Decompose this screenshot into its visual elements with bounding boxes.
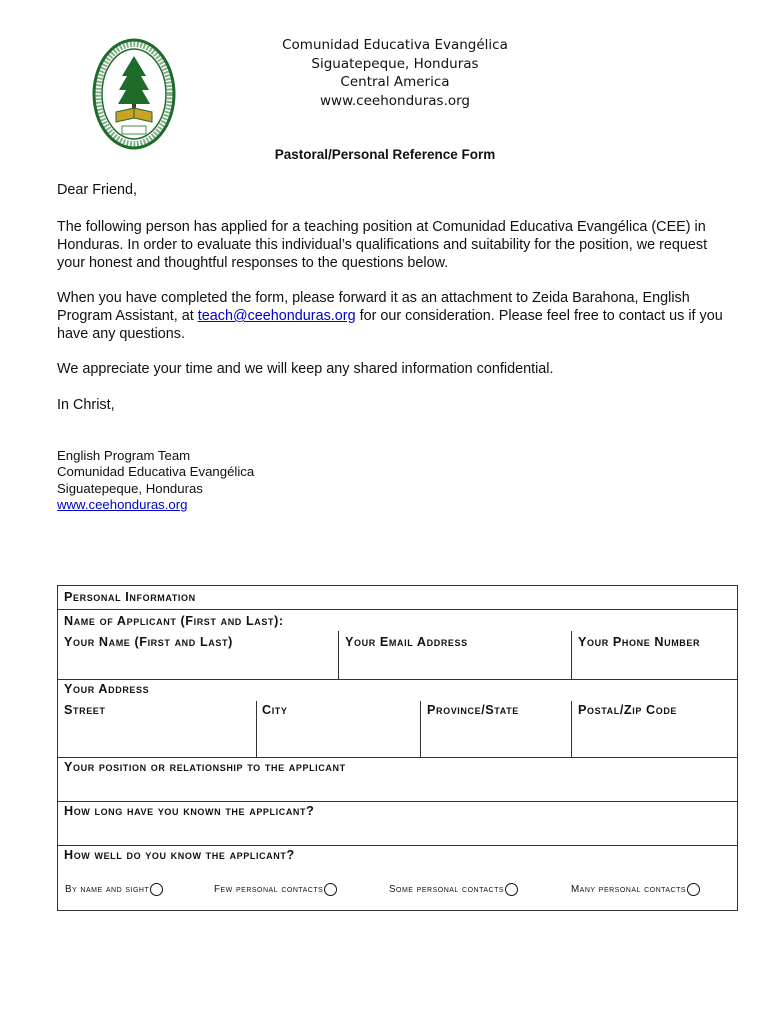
- how-well-known-label: How well do you know the applicant?: [64, 848, 295, 862]
- school-header: [230, 36, 560, 110]
- option-label: Few personal contacts: [214, 884, 324, 895]
- form-title: Pastoral/Personal Reference Form: [274, 147, 496, 162]
- letter-closing: In Christ,: [57, 397, 115, 413]
- school-seal-logo: [92, 38, 176, 150]
- postal-code-label: Postal/Zip Code: [578, 703, 678, 717]
- school-region: Central America: [340, 74, 450, 90]
- signature-city: Siguatepeque, Honduras: [57, 480, 203, 496]
- radio-circle-icon[interactable]: [687, 883, 700, 896]
- your-phone-label: Your Phone Number: [578, 635, 701, 649]
- school-name: Comunidad Educativa Evangélica: [282, 37, 508, 53]
- personal-information-heading: Personal Information: [64, 590, 196, 604]
- signature-block: [57, 448, 254, 514]
- letter-paragraph-3: We appreciate your time and we will keep any shared information confidential.: [57, 361, 554, 377]
- signature-team: English Program Team: [57, 448, 191, 463]
- radio-circle-icon[interactable]: [150, 883, 163, 896]
- applicant-name-label: Name of Applicant (First and Last):: [64, 614, 284, 628]
- letter-paragraph-2: [57, 289, 737, 343]
- school-website: www.ceehonduras.org: [320, 92, 470, 109]
- letter-greeting: Dear Friend,: [57, 182, 137, 198]
- email-link[interactable]: teach@ceehonduras.org: [197, 308, 356, 324]
- signature-school: Comunidad Educativa Evangélica: [57, 464, 255, 480]
- para2-text-before: When you have completed the form, please forward it as an attachment to Zeida Barahona, English Program Assistant, at: [57, 290, 690, 324]
- para2-text-after: for our consideration. Please feel free to contact us if you have any questions.: [57, 308, 723, 342]
- option-name-and-sight[interactable]: [65, 883, 163, 896]
- option-some-contacts[interactable]: [389, 883, 518, 896]
- your-address-label: Your Address: [64, 682, 150, 696]
- option-many-contacts[interactable]: [571, 883, 700, 896]
- position-relationship-label: Your position or relationship to the applicant: [64, 760, 346, 774]
- option-label: Some personal contacts: [389, 884, 505, 895]
- website-link[interactable]: www.ceehonduras.org: [57, 497, 188, 513]
- option-label: By name and sight: [65, 884, 150, 895]
- letter-paragraph-1: The following person has applied for a teaching position at Comunidad Educativa Evangélica (CEE) in Honduras. In order to evaluate this individual’s qualifications and suitability for the position, we request your honest and thoughtful responses to the questions below.: [57, 219, 708, 271]
- radio-circle-icon[interactable]: [505, 883, 518, 896]
- province-label: Province/State: [427, 703, 519, 717]
- your-name-label: Your Name (First and Last): [64, 635, 233, 649]
- school-city: Siguatepeque, Honduras: [311, 55, 479, 72]
- your-email-label: Your Email Address: [345, 635, 468, 649]
- reference-form-table: [57, 585, 738, 911]
- option-label: Many personal contacts: [571, 884, 687, 895]
- radio-circle-icon[interactable]: [324, 883, 337, 896]
- how-long-known-label: How long have you known the applicant?: [64, 804, 315, 818]
- option-few-contacts[interactable]: [214, 883, 337, 896]
- city-label: City: [262, 703, 288, 717]
- street-label: Street: [64, 703, 106, 717]
